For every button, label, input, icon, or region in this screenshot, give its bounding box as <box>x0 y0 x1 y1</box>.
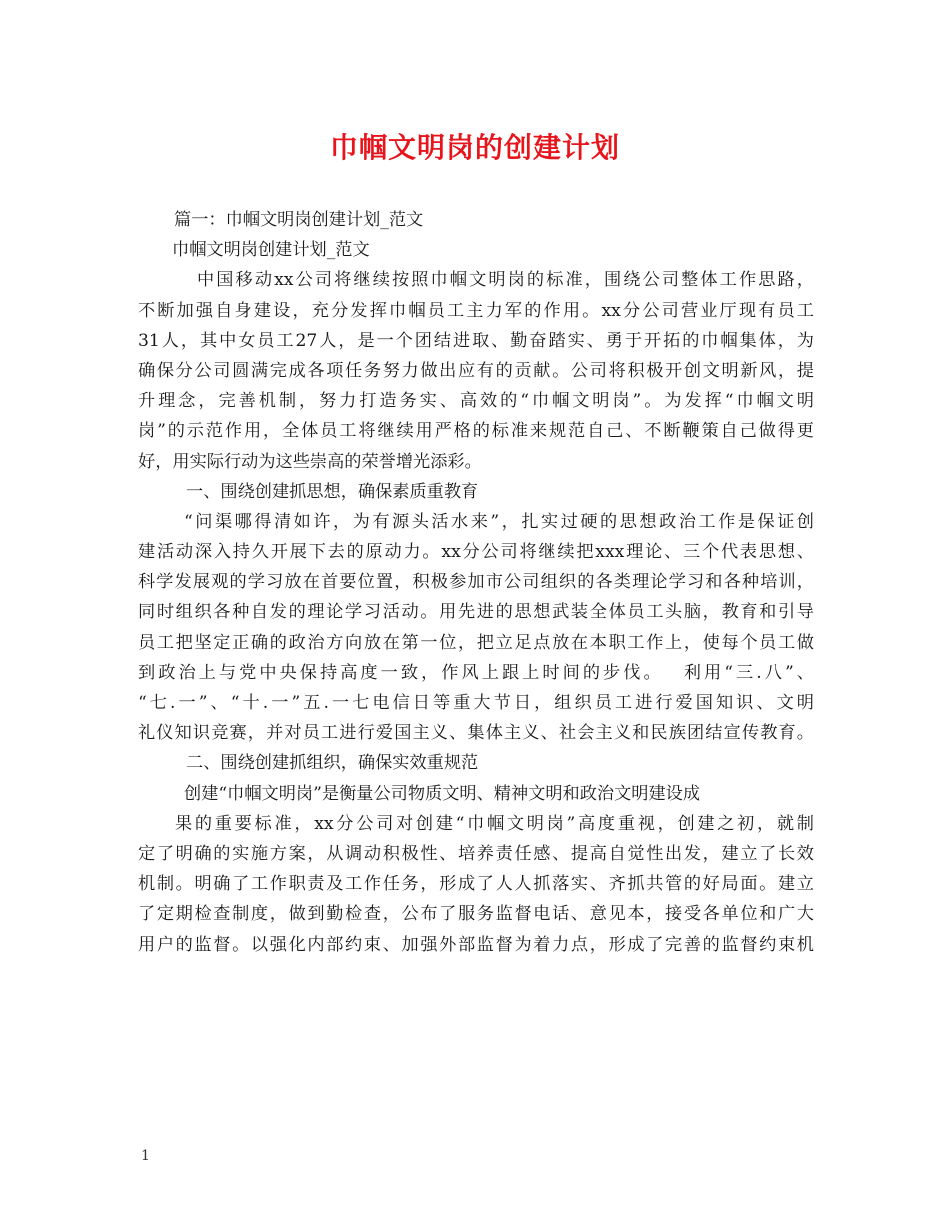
text-line: “七.一”、“十.一”五.一七电信日等重大节日，组织员工进行爱国知识、文明 <box>138 693 814 713</box>
text-line: 礼仪知识竞赛，并对员工进行爱国主义、集体主义、社会主义和民族团结宣传教育。 <box>138 723 814 744</box>
text-line: 中国移动xx公司将继续按照巾帼文明岗的标准，围绕公司整体工作思路， <box>197 270 814 291</box>
text-line: 同时组织各种自发的理论学习活动。用先进的思想武装全体员工头脑，教育和引导 <box>138 602 814 623</box>
text-line: 篇一：巾帼文明岗创建计划_范文 <box>174 210 424 230</box>
text-line: 31人，其中女员工27人，是一个团结进取、勤奋踏实、勇于开拓的巾帼集体，为 <box>138 330 814 351</box>
text-line: 创建“巾帼文明岗”是衡量公司物质文明、精神文明和政治文明建设成 <box>184 783 701 804</box>
text-line: 到政治上与党中央保持高度一致，作风上跟上时间的步伐。 利用“三.八”、 <box>138 662 814 683</box>
text-line: 机制。明确了工作职责及工作任务，形成了人人抓落实、齐抓共管的好局面。建立 <box>138 874 814 895</box>
text-line: 建活动深入持久开展下去的原动力。xx分公司将继续把xxx理论、三个代表思想、 <box>138 542 814 563</box>
text-line: 不断加强自身建设，充分发挥巾帼员工主力军的作用。xx分公司营业厅现有员工 <box>138 300 814 321</box>
page-number: 1 <box>141 1148 150 1164</box>
text-line: 了定期检查制度，做到勤检查，公布了服务监督电话、意见本，接受各单位和广大 <box>138 904 814 925</box>
text-line: 岗”的示范作用，全体员工将继续用严格的标准来规范自己、不断鞭策自己做得更 <box>138 421 814 442</box>
text-line: 果的重要标准，xx分公司对创建“巾帼文明岗”高度重视，创建之初，就制 <box>175 813 814 834</box>
text-line: 定了明确的实施方案，从调动积极性、培养责任感、提高自觉性出发，建立了长效 <box>138 843 814 864</box>
text-line: 科学发展观的学习放在首要位置，积极参加市公司组织的各类理论学习和各种培训， <box>138 572 814 593</box>
text-line: 确保分公司圆满完成各项任务努力做出应有的贡献。公司将积极开创文明新风，提 <box>138 360 814 381</box>
text-line: 巾帼文明岗创建计划_范文 <box>172 240 370 261</box>
text-line: 升理念，完善机制，努力打造务实、高效的“巾帼文明岗”。为发挥“巾帼文明 <box>138 391 814 412</box>
text-line: 好，用实际行动为这些崇高的荣誉增光添彩。 <box>138 451 482 472</box>
text-line: 用户的监督。以强化内部约束、加强外部监督为着力点，形成了完善的监督约束机 <box>138 934 814 955</box>
text-line: “问渠哪得清如许，为有源头活水来”，扎实过硬的思想政治工作是保证创 <box>184 511 814 532</box>
text-line: 一、围绕创建抓思想，确保素质重教育 <box>186 481 479 502</box>
text-line: 二、围绕创建抓组织，确保实效重规范 <box>186 753 479 774</box>
document-body <box>138 205 814 960</box>
text-line: 员工把坚定正确的政治方向放在第一位，把立足点放在本职工作上，使每个员工做 <box>138 632 814 653</box>
document-title: 巾帼文明岗的创建计划 <box>329 131 620 164</box>
